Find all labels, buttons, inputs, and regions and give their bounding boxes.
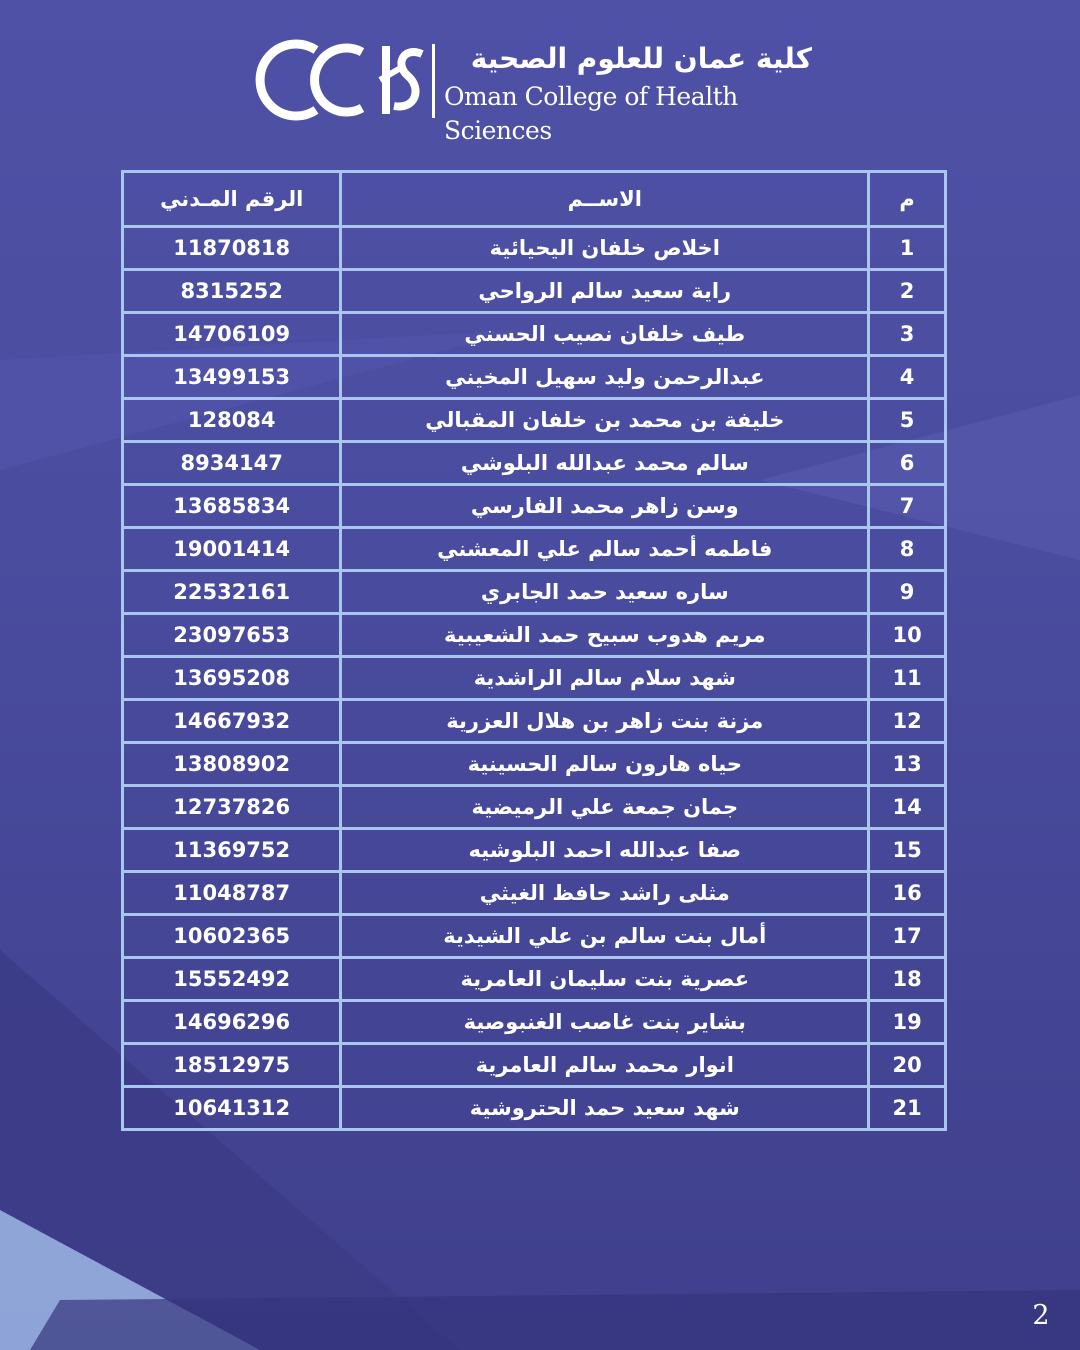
table-row [123,915,946,958]
civil-id: 12737826 [123,786,341,829]
college-logo-icon [244,36,429,124]
table-row [123,399,946,442]
table-row [123,700,946,743]
civil-id: 10641312 [123,1087,341,1130]
row-number: 16 [869,872,946,915]
table-row [123,571,946,614]
column-header-civil-id: الرقم المـدني [123,172,341,227]
row-number: 9 [869,571,946,614]
civil-id: 13695208 [123,657,341,700]
column-header-number: م [869,172,946,227]
civil-id: 128084 [123,399,341,442]
civil-id: 11048787 [123,872,341,915]
civil-id: 10602365 [123,915,341,958]
student-name: بشاير بنت غاصب الغنبوصية [341,1001,869,1044]
civil-id: 14706109 [123,313,341,356]
civil-id: 23097653 [123,614,341,657]
row-number: 13 [869,743,946,786]
table-row [123,528,946,571]
civil-id: 8315252 [123,270,341,313]
row-number: 18 [869,958,946,1001]
row-number: 12 [869,700,946,743]
row-number: 15 [869,829,946,872]
table-row [123,442,946,485]
student-name: خليفة بن محمد بن خلفان المقبالي [341,399,869,442]
college-name-arabic: كلية عمان للعلوم الصحية [470,42,812,75]
row-number: 20 [869,1044,946,1087]
students-table-container [121,170,947,1131]
logo-divider [432,44,435,118]
student-name: وسن زاهر محمد الفارسي [341,485,869,528]
civil-id: 13685834 [123,485,341,528]
civil-id: 8934147 [123,442,341,485]
student-name: جمان جمعة علي الرميضية [341,786,869,829]
table-row [123,786,946,829]
row-number: 11 [869,657,946,700]
row-number: 1 [869,227,946,270]
civil-id: 15552492 [123,958,341,1001]
student-name: مثلى راشد حافظ الغيثي [341,872,869,915]
page-number: 2 [1032,1300,1050,1331]
student-name: عبدالرحمن وليد سهيل المخيني [341,356,869,399]
student-name: شهد سعيد حمد الحتروشية [341,1087,869,1130]
civil-id: 11870818 [123,227,341,270]
student-name: طيف خلفان نصيب الحسني [341,313,869,356]
civil-id: 13808902 [123,743,341,786]
civil-id: 11369752 [123,829,341,872]
civil-id: 22532161 [123,571,341,614]
row-number: 5 [869,399,946,442]
student-name: راية سعيد سالم الرواحي [341,270,869,313]
row-number: 3 [869,313,946,356]
table-row [123,270,946,313]
row-number: 10 [869,614,946,657]
college-header [244,36,824,145]
student-name: عصرية بنت سليمان العامرية [341,958,869,1001]
table-row [123,313,946,356]
table-row [123,958,946,1001]
student-name: سالم محمد عبدالله البلوشي [341,442,869,485]
row-number: 7 [869,485,946,528]
student-name: ساره سعيد حمد الجابري [341,571,869,614]
civil-id: 14696296 [123,1001,341,1044]
table-row [123,657,946,700]
student-name: انوار محمد سالم العامرية [341,1044,869,1087]
table-row [123,872,946,915]
table-row [123,829,946,872]
table-row [123,227,946,270]
student-name: شهد سلام سالم الراشدية [341,657,869,700]
row-number: 21 [869,1087,946,1130]
row-number: 19 [869,1001,946,1044]
student-name: فاطمه أحمد سالم علي المعشني [341,528,869,571]
table-row [123,743,946,786]
students-table [121,170,947,1131]
row-number: 14 [869,786,946,829]
row-number: 17 [869,915,946,958]
table-row [123,1087,946,1130]
student-name: مزنة بنت زاهر بن هلال العزرية [341,700,869,743]
civil-id: 14667932 [123,700,341,743]
table-row [123,485,946,528]
row-number: 8 [869,528,946,571]
table-header-row [123,172,946,227]
civil-id: 19001414 [123,528,341,571]
column-header-name: الاســم [341,172,869,227]
student-name: أمال بنت سالم بن علي الشيدية [341,915,869,958]
table-row [123,1001,946,1044]
table-row [123,614,946,657]
row-number: 2 [869,270,946,313]
table-row [123,1044,946,1087]
student-name: صفا عبدالله احمد البلوشيه [341,829,869,872]
college-name-english: Oman College of Health Sciences [444,82,738,145]
student-name: مريم هدوب سبيح حمد الشعيبية [341,614,869,657]
table-row [123,356,946,399]
row-number: 4 [869,356,946,399]
row-number: 6 [869,442,946,485]
student-name: حياه هارون سالم الحسينية [341,743,869,786]
civil-id: 13499153 [123,356,341,399]
civil-id: 18512975 [123,1044,341,1087]
student-name: اخلاص خلفان اليحيائية [341,227,869,270]
